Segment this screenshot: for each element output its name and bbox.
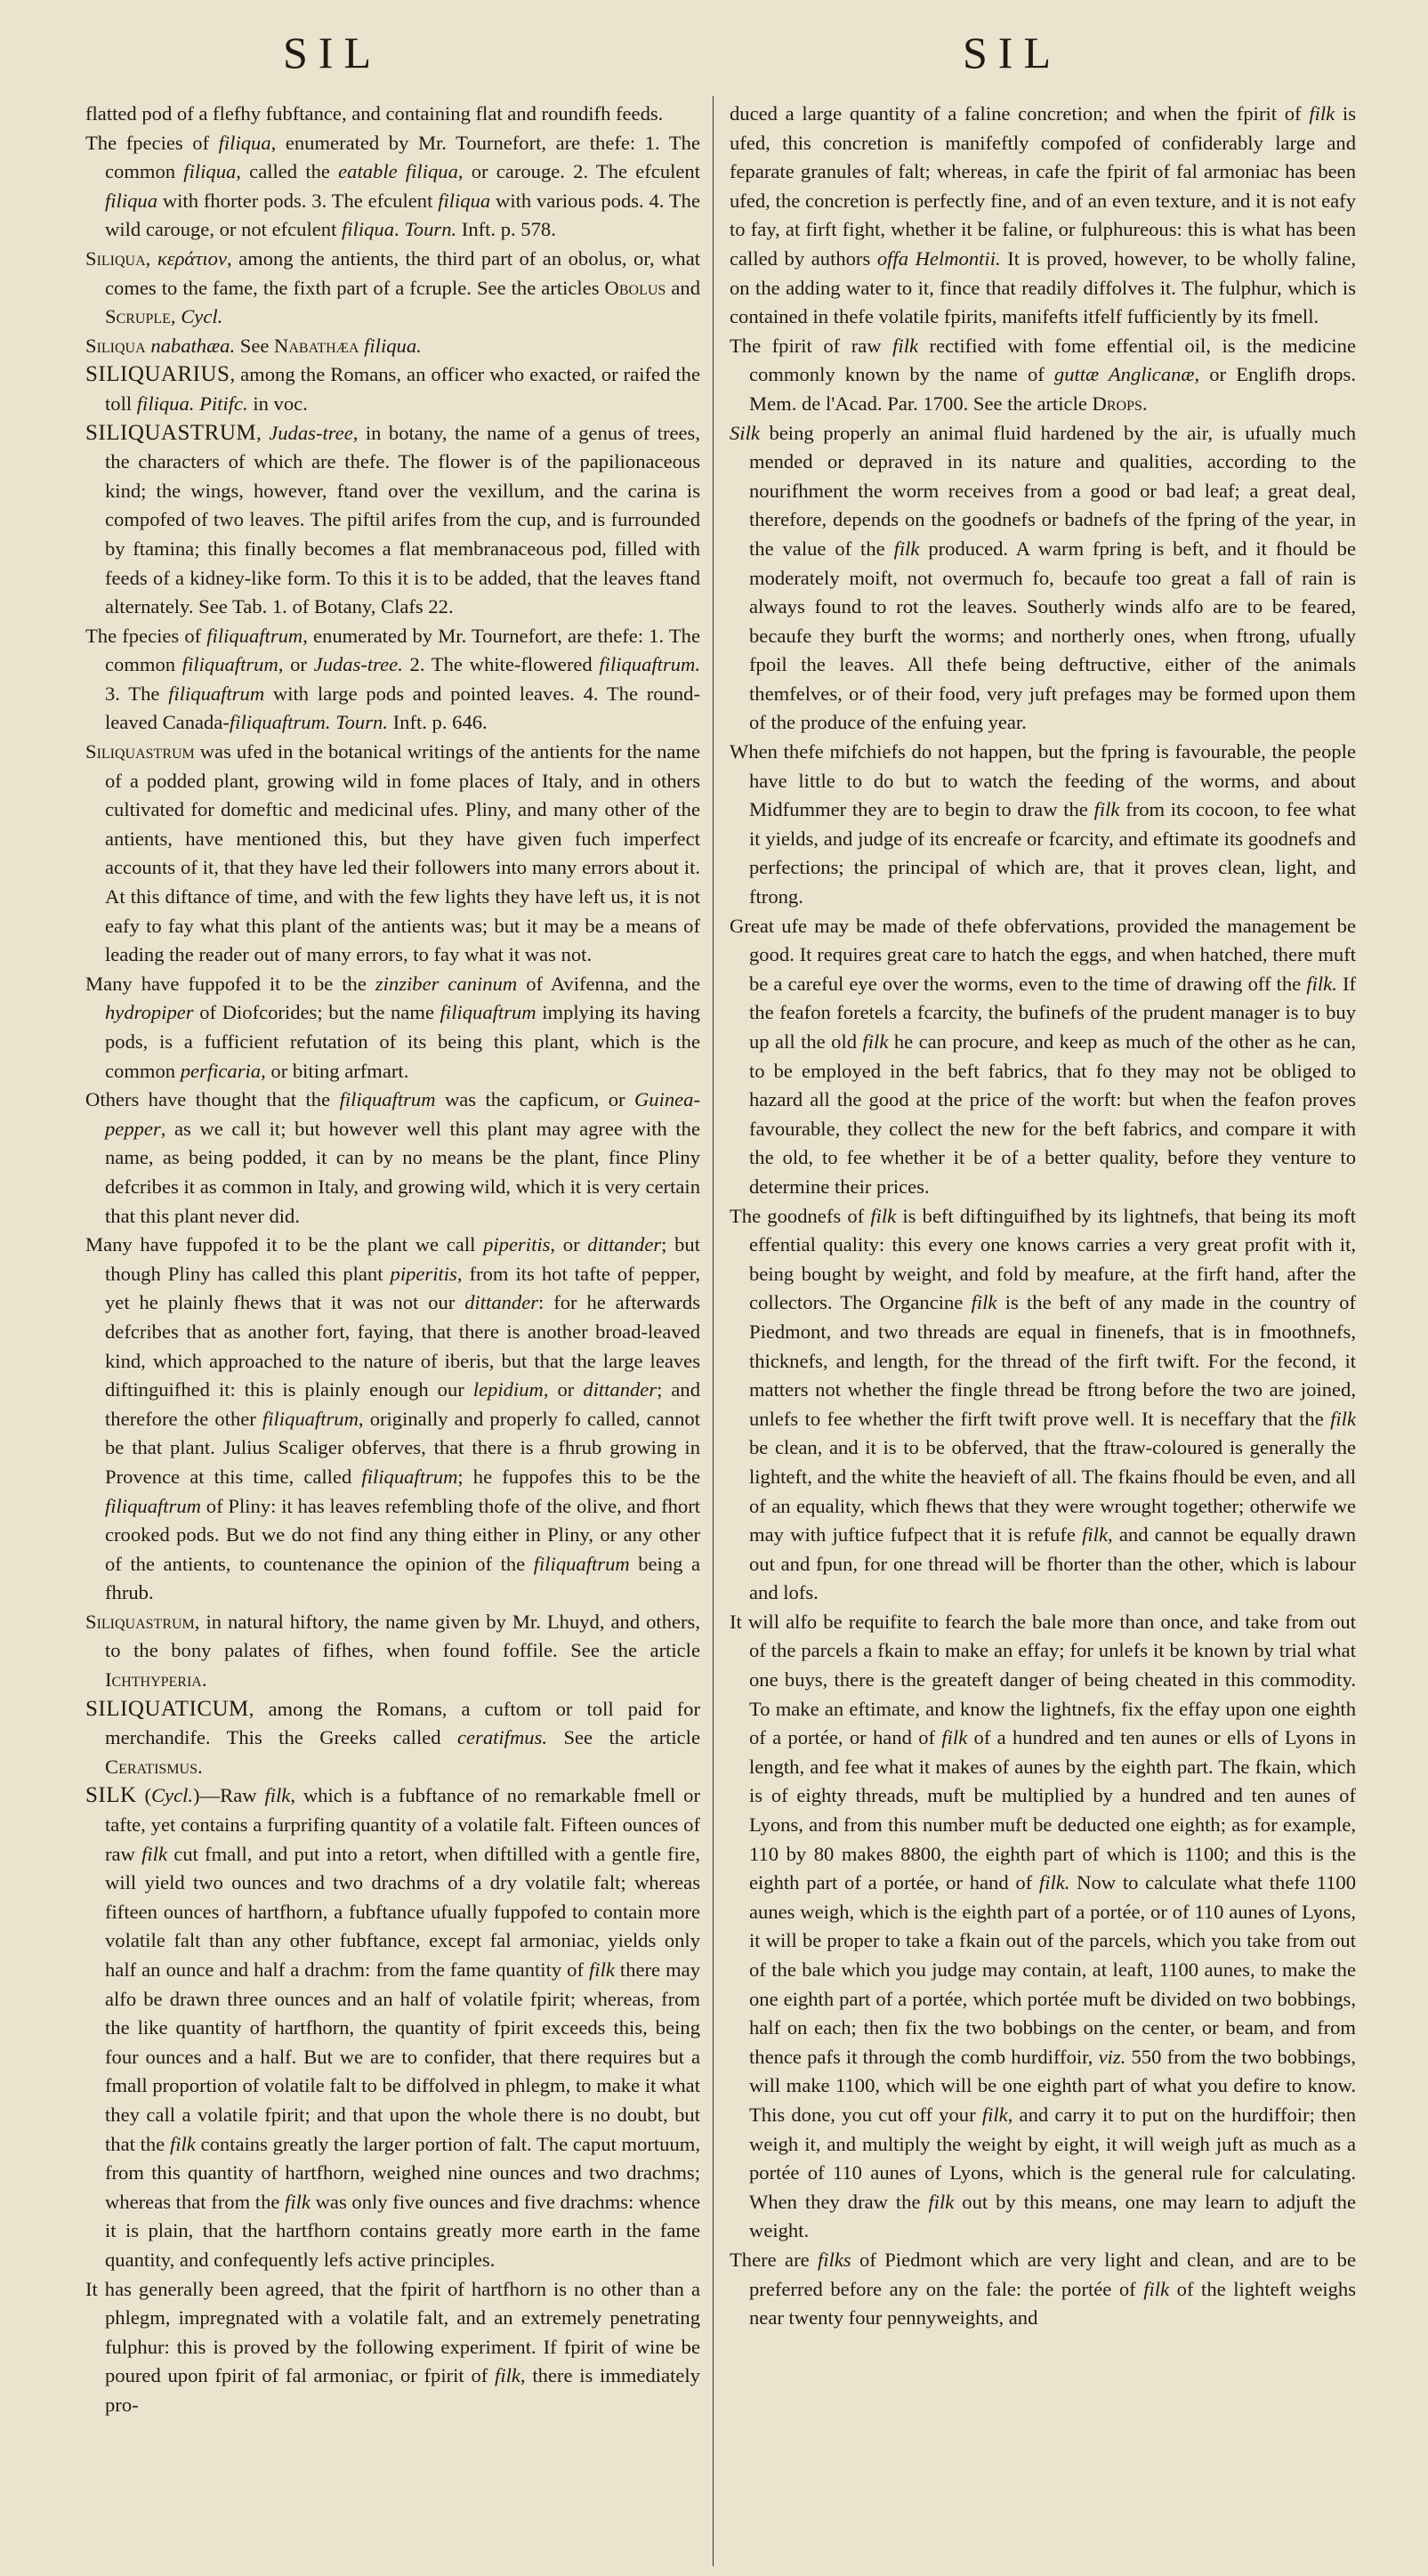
paragraph: Siliqua, κεράτιον, among the antients, the third part of an obolus, or, what comes to the fame, the fixth part of a fcruple. See the articles Obolus and Scruple, Cycl. bbox=[85, 246, 700, 328]
paragraph: It will alfo be requifite to fearch the bale more than once, and take from out of the parcels a fkain to make an effay; for unlefs it be known by trial what one buys, there is the greateft danger of being cheated in this commodity. To make an eftimate, and know the lightnefs, fix the effay upon one eighth of a portée, or hand of filk of a hundred and ten aunes or ells of Lyons in length, and fee what it makes of aunes by the eighth part. The fkain, which is of eighty threads, muft be multiplied by a hundred and ten aunes of Lyons, and from this number muft be deducted one eighth; as for example, 110 by 80 makes 8800, the eighth part of which is 1100; and this is the eighth part of a portée, or hand of filk. Now to calculate what thefe 1100 aunes weigh, which is the eighth part of a portée, or of 110 aunes of Lyons, it will be proper to take a fkain out of the parcels, which you take from out of the bale which you judge may contain, at leaft, 1100 aunes, to make the one eighth part of a portée, which portée muft be divided on two bobbings, half on each; then fix the two bobbings on the center, or beam, and from thence pafs it through the comb hurdiffoir, viz. 550 from the two bobbings, will make 1100, which will be one eighth part of what you defire to know. This done, you cut off your filk, and carry it to put on the hurdiffoir; then weigh it, and multiply the weight by eight, it will weigh juft as much as a portée of 110 aunes of Lyons, which is the general rule for calculating. When they draw the filk out by this means, one may learn to adjuft the weight. bbox=[730, 1610, 1356, 2242]
paragraph: SILIQUATICUM, among the Romans, a cuftom or toll paid for merchandife. This the Greeks called ceratifmus. See the article Ceratismus. bbox=[85, 1696, 700, 1778]
paragraph: Siliquastrum was ufed in the botanical writings of the antients for the name of a podded plant, growing wild in fome places of Italy, and in others cultivated for domeftic and medicinal ufes. Pliny, and many other of the antients, have mentioned this, but they have given fuch imperfect accounts of it, that they have led their followers into many errors about it. At this diftance of time, and with the few lights they have left us, it is not eafy to fay what this plant of the antients was; but it may be a means of leading the reader out of many errors, to fay what it was not. bbox=[85, 740, 700, 966]
paragraph: When thefe mifchiefs do not happen, but the fpring is favourable, the people have little to do but to watch the feeding of the worms, and about Midfummer they are to begin to draw the filk from its cocoon, to fee what it yields, and judge of its encreafe or fcarcity, and eftimate its goodnefs and perfections; the principal of which are, that it proves clean, light, and ftrong. bbox=[730, 740, 1356, 908]
paragraph: There are filks of Piedmont which are very light and clean, and are to be preferred before any on the fale: the portée of filk of the lighteft weighs near twenty four pennyweights, and bbox=[730, 2248, 1356, 2330]
paragraph: It has generally been agreed, that the fpirit of hartfhorn is no other than a phlegm, impregnated with a volatile falt, and an extremely penetrating fulphur: this is proved by the following experiment. If fpirit of wine be poured upon fpirit of fal armoniac, or fpirit of filk, there is immediately pro- bbox=[85, 2277, 700, 2416]
left-column bbox=[85, 100, 700, 2564]
paragraph: SILIQUARIUS, among the Romans, an officer who exacted, or raifed the toll filiqua. Pitifc. in voc. bbox=[85, 362, 700, 415]
paragraph: The fpirit of raw filk rectified with fome effential oil, is the medicine commonly known by the name of guttæ Anglicanæ, or Englifh drops. Mem. de l'Acad. Par. 1700. See the article Drops. bbox=[730, 334, 1356, 415]
paragraph: flatted pod of a flefhy fubftance, and containing flat and roundifh feeds. bbox=[85, 102, 664, 125]
running-head-right: SIL bbox=[963, 28, 1061, 77]
paragraph: Siliquastrum, in natural hiftory, the name given by Mr. Lhuyd, and others, to the bony palates of fifhes, when found foffile. See the article Ichthyperia. bbox=[85, 1610, 700, 1692]
column-divider bbox=[713, 96, 714, 2566]
paragraph: The goodnefs of filk is beft diftinguifhed by its lightnefs, that being its moft effential quality: this every one knows carries a very great profit with it, being bought by weight, and fold by meafure, at the firft hand, after the collectors. The Organcine filk is the beft of any made in the country of Piedmont, and two threads are equal in finenefs, that is in fmoothnefs, thicknefs, and length, for the thread of the firft twift. For the fecond, it matters not whether the fingle thread be ftrong before the two are joined, unlefs to fee whether the firft twift prove well. It is neceffary that the filk be clean, and it is to be obferved, that the ftraw-coloured is generally the lighteft, and the white the heavieft of all. The fkains fhould be even, and all of an equality, which fhews that they were wrought together; otherwife we may with juftice fufpect that it is refufe filk, and cannot be equally drawn out and fpun, for one thread will be fhorter than the other, which is labour and lofs. bbox=[730, 1204, 1356, 1604]
paragraph: The fpecies of filiquaftrum, enumerated by Mr. Tournefort, are thefe: 1. The common filiquaftrum, or Judas-tree. 2. The white-flowered filiquaftrum. 3. The filiquaftrum with large pods and pointed leaves. 4. The round-leaved Canada-filiquaftrum. Tourn. Inft. p. 646. bbox=[85, 624, 700, 734]
paragraph: The fpecies of filiqua, enumerated by Mr. Tournefort, are thefe: 1. The common filiqua, called the eatable filiqua, or carouge. 2. The efculent filiqua with fhorter pods. 3. The efculent filiqua with various pods. 4. The wild carouge, or not efculent filiqua. Tourn. Inft. p. 578. bbox=[85, 131, 700, 241]
paragraph: Silk being properly an animal fluid hardened by the air, is ufually much mended or depraved in its nature and qualities, according to the nourifhment the worm receives from a good or bad leaf; a great deal, therefore, depends on the goodnefs or badnefs of the fpring of the year, in the value of the filk produced. A warm fpring is beft, and it fhould be moderately moift, not overmuch fo, becaufe too great a fall of rain is always found to rot the leaves. Southerly winds alfo are to be feared, becaufe they burft the worms; and northerly ones, when ftrong, ufually fpoil the leaves. All thefe being deftructive, either of the animals themfelves, or of their food, very juft prefages may be formed upon them of the produce of the enfuing year. bbox=[730, 421, 1356, 734]
paragraph: Others have thought that the filiquaftrum was the capficum, or Guinea-pepper, as we call it; but however well this plant may agree with the name, as being podded, it can by no means be the plant, fince Pliny defcribes it as common in Italy, and growing wild, which it is very certain that this plant never did. bbox=[85, 1088, 700, 1227]
paragraph: Many have fuppofed it to be the plant we call piperitis, or dittander; but though Pliny has called this plant piperitis, from its hot tafte of pepper, yet he plainly fhews that it was not our dittander: for he afterwards defcribes that as another fort, faying, that there is another broad-leaved kind, which approached to the nature of iberis, but that the large leaves diftinguifhed it: this is plainly enough our lepidium, or dittander; and therefore the other filiquaftrum, originally and properly fo called, cannot be that plant. Julius Scaliger obferves, that there is a fhrub growing in Provence at this time, called filiquaftrum; he fuppofes this to be the filiquaftrum of Pliny: it has leaves refembling thofe of the olive, and fhort crooked pods. But we do not find any thing either in Pliny, or any other of the antients, to countenance the opinion of the filiquaftrum being a fhrub. bbox=[85, 1233, 700, 1604]
paragraph: Many have fuppofed it to be the zinziber caninum of Avifenna, and the hydropiper of Diofcorides; but the name filiquaftrum implying its having pods, is a fufficient refutation of its being this plant, which is the common perficaria, or biting arfmart. bbox=[85, 972, 700, 1082]
paragraph: duced a large quantity of a faline concretion; and when the fpirit of filk is ufed, this concretion is manifeftly compofed of confiderably large and feparate granules of falt; whereas, in cafe the fpirit of fal armoniac has been ufed, the concretion is perfectly fine, and of an even texture, and it is not eafy to fay, at firft fight, whether it be faline, or fulphureous: this is what has been called by authors offa Helmontii. It is proved, however, to be wholly faline, on the adding water to it, fince that readily diffolves it. The fulphur, which is contained in thefe volatile fpirits, manifefts itfelf fufficiently by its fmell. bbox=[730, 102, 1356, 328]
paragraph: Great ufe may be made of thefe obfervations, provided the management be good. It requires great care to hatch the eggs, and when hatched, there muft be a careful eye over the worms, even to the time of drawing off the filk. If the feafon foretels a fcarcity, the bufinefs of the prudent manager is to buy up all the old filk he can procure, and keep as much of the other as he can, to be employed in the beft fabrics, that fo they may not be obliged to hazard all the good at the price of the worft: but when the feafon proves favourable, they collect the new for the beft fabrics, and compare it with the old, to fee whether it be of a better quality, before they venture to determine their prices. bbox=[730, 914, 1356, 1198]
right-column bbox=[730, 100, 1356, 2564]
paragraph: Siliqua nabathæa. See Nabathæa filiqua. bbox=[85, 334, 422, 357]
running-head-left: SIL bbox=[283, 28, 382, 77]
paragraph: SILIQUASTRUM, Judas-tree, in botany, the name of a genus of trees, the characters of which are thefe. The flower is of the papilionaceous kind; the wings, however, ftand over the vexillum, and the carina is compofed of two leaves. The piftil arifes from the cup, and is furrounded by ftamina; this finally becomes a flat membranaceous pod, filled with feeds of a kidney-like form. To this it is to be added, that the leaves ftand alternately. See Tab. 1. of Botany, Clafs 22. bbox=[85, 420, 700, 618]
paragraph: SILK (Cycl.)—Raw filk, which is a fubftance of no remarkable fmell or tafte, yet contains a furprifing quantity of a volatile falt. Fifteen ounces of raw filk cut fmall, and put into a retort, when diftilled with a gentle fire, will yield two ounces and two drachms of a dry volatile falt; whereas fifteen ounces of hartfhorn, a fubftance ufually fuppofed to contain more volatile falt than any other fubftance, except fal armoniac, yields only half an ounce and half a drachm: from the fame quantity of filk there may alfo be drawn three ounces and an half of volatile fpirit; whereas, from the like quantity of hartfhorn, the quantity of fpirit exceeds this, being four ounces and a half. But we are to confider, that there requires but a fmall proportion of volatile falt to be diffolved in phlegm, to make it what they call a volatile fpirit; and that upon the whole there is no doubt, but that the filk contains greatly the larger portion of falt. The caput mortuum, from this quantity of hartfhorn, weighed nine ounces and two drachms; whereas that from the filk was only five ounces and five drachms: whence it is plain, that the hartfhorn contains greatly more earth in the fame quantity, and confequently lefs active principles. bbox=[85, 1783, 700, 2271]
